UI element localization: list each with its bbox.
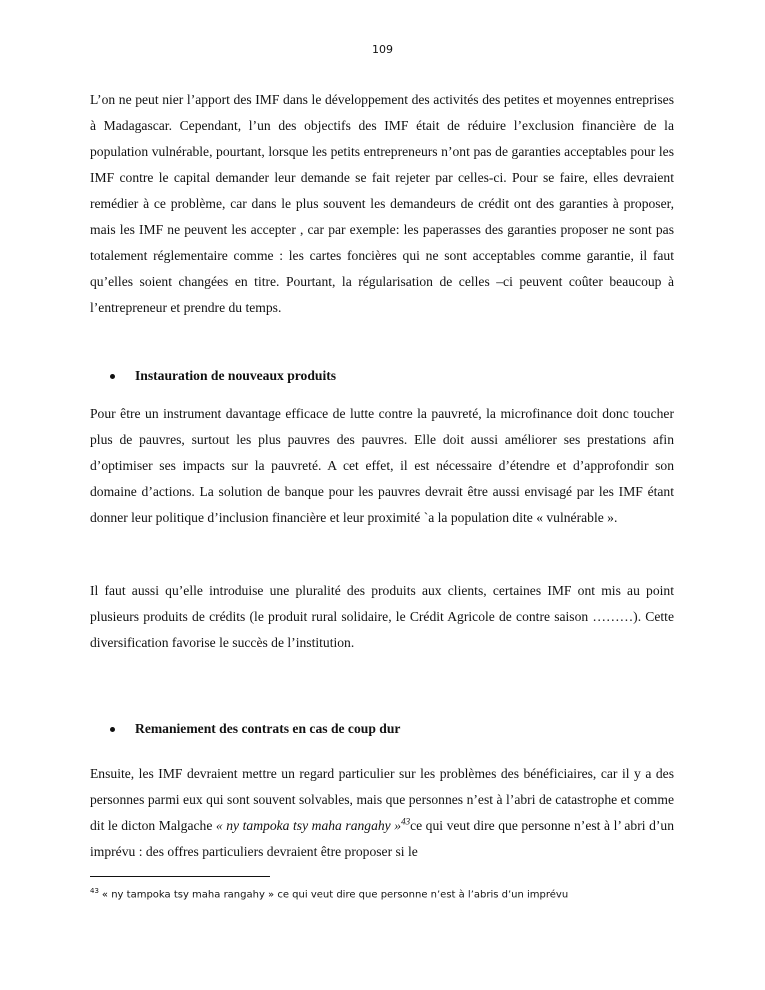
bullet-icon — [110, 727, 115, 732]
paragraph-beneficiary-problems — [90, 761, 674, 865]
paragraph-product-diversification: Il faut aussi qu’elle introduise une pluralité des produits aux clients, certaines IMF ont mis au point plusieurs produits de crédits (le produit rural solidaire, le Crédit Agricole de contre saison ………). Cette diversification favorise le succès de l’institution. — [90, 583, 674, 650]
section-heading-new-products — [110, 366, 336, 386]
paragraph-text-start: Ensuite, les IMF devraient mettre un regard particulier sur les problèmes des bénéficiaires, car il y a des personnes parmi eux qui sont souvent solvables, mais que personnes n’est à l’abri de catastrophe et comme dit le dicton Malgache — [90, 766, 674, 833]
footnote-text: « ny tampoka tsy maha rangahy » ce qui veut dire que personne n’est à l’abris d’un imprévu — [101, 889, 569, 901]
footnote-divider — [90, 876, 270, 877]
section-heading-label: Instauration de nouveaux produits — [135, 368, 337, 383]
paragraph-text-end: ce qui veut dire que personne n’est à l’ abri d’un imprévu : des offres particuliers devraient être proposer si le — [90, 818, 675, 859]
footnote-number: 43 — [90, 887, 99, 895]
paragraph-imf-guarantees: L’on ne peut nier l’apport des IMF dans le développement des activités des petites et moyennes entreprises à Madagascar. Cependant, l’un des objectifs des IMF était de réduire l’exclusion financière de la population vulnérable, pourtant, lorsque les petits entrepreneurs n’ont pas de garanties acceptables pour les IMF contre le capital demander leur demande se fait rejeter par celles-ci. Pour se faire, elles devraient remédier à ce problème, car dans le plus souvent les demandeurs de crédit ont des garanties à proposer, mais les IMF ne peuvent les accepter , car par exemple: les paperasses des garanties proposer ne sont pas totalement réglementaire comme : les cartes foncières qui ne sont acceptables comme garantie, il faut qu’elles soient changées en titre. Pourtant, la régularisation de celles –ci peuvent coûter beaucoup à l’entrepreneur et prendre du temps. — [90, 92, 674, 315]
section-heading-label: Remaniement des contrats en cas de coup dur — [135, 721, 401, 736]
bullet-icon — [110, 374, 115, 379]
paragraph-microfinance-poverty: Pour être un instrument davantage efficace de lutte contre la pauvreté, la microfinance doit donc toucher plus de pauvres, surtout les plus pauvres des pauvres. Elle doit aussi améliorer ses prestations afin d’optimiser ses impacts sur la pauvreté. A cet effet, il est nécessaire d’étendre et d’approfondir son domaine d’actions. La solution de banque pour les pauvres devrait être aussi envisagé par les IMF étant donner leur politique d’inclusion financière et leur proximité `a la population dite « vulnérable ». — [90, 406, 674, 525]
section-heading-contract-rework — [110, 719, 400, 739]
malagasy-proverb: « ny tampoka tsy maha rangahy » — [215, 818, 402, 833]
footnote — [90, 884, 568, 902]
footnote-reference[interactable]: 43 — [401, 816, 411, 827]
page-number: 109 — [372, 43, 393, 56]
